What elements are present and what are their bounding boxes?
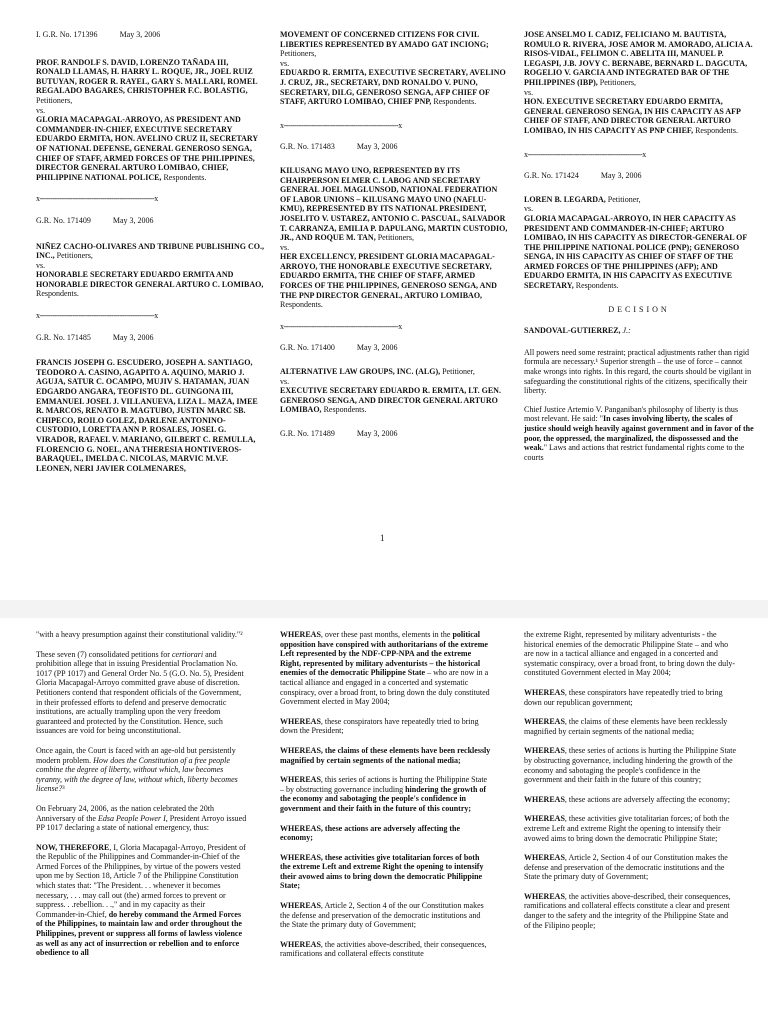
whereas-clause: WHEREAS, these conspirators have repeatedly tried to bring down our republican government; [524,687,723,707]
separator-line: x-----------------------------------------------------x [36,311,158,321]
body-paragraph: Chief Justice Artemio V. Panganiban's philosophy of liberty is thus most relevant. He said: "In cases involving liberty, the scales of justice should weigh heavily against government and in favor of the poor, the oppressed, the marginalized, the dispossessed and the weak." Laws and actions that restrict fundamental rights come to the courts [524,404,754,462]
petitioners-names: LOREN B. LEGARDA, Petitioner, [524,194,641,204]
respondents-names: EXECUTIVE SECRETARY EDUARDO R. ERMITA, LT. GEN. GENEROSO SENGA, AND DIRECTOR GENERAL ARTURO LOMIBAO, Respondents. [280,386,501,415]
versus-label: vs. [524,87,534,97]
body-paragraph: Once again, the Court is faced with an age-old but persistently modern problem. How does the Constitution of a free people combine the degree of liberty, without which, law becomes tyranny, with the degree of law, without which, liberty becomes license?³ [36,745,238,794]
body-paragraph: These seven (7) consolidated petitions for certiorari and prohibition allege that in issuing Presidential Proclamation No. 1017 (PP 1017) and General Order No. 5 (G.O. No. 5), President Gloria Macapagal-Arroyo committed grave abuse of discretion. Petitioners contend that respondent officials of the Government, in their professed efforts to defend and preserve democratic institutions, are actually trampling upon the very freedom guaranteed and protected by the Constitution. Hence, such issuances are void for being unconstitutional. [36,649,244,736]
respondents-names: GLORIA MACAPAGAL-ARROYO, AS PRESIDENT AND COMMANDER-IN-CHIEF, EXECUTIVE SECRETARY EDUARDO ERMITA, HON. AVELINO CRUZ II, SECRETARY OF NATIONAL DEFENSE, GENERAL GENEROSO SENGA, CHIEF OF STAFF, ARMED FORCES OF THE PHILIPPINES, DIRECTOR GENERAL ARTURO LOMIBAO, CHIEF, PHILIPPINE NATIONAL POLICE, Respondents. [36,115,258,182]
page2-column-3 [524,630,736,940]
versus-label: vs. [280,242,290,252]
page-number: 1 [380,533,385,543]
case-heading [280,429,508,439]
whereas-clause: WHEREAS, these series of actions is hurting the Philippine State by obstructing governance, including hindering the growth of the economy and sabotaging the people's confidence in the government and their faith in the future of this country; [524,746,736,785]
document-page-2 [0,618,768,1024]
case-date: May 3, 2006 [600,171,642,181]
page1-column-1 [36,30,264,473]
gr-number: G.R. No. 171489 [280,429,335,438]
petitioners-names: ALTERNATIVE LAW GROUPS, INC. (ALG), Petitioner, [280,367,475,377]
whereas-clause: WHEREAS, the activities above-described, their consequences, ramifications and collateral effects constitute [280,939,487,959]
separator-line: x-----------------------------------------------------x [280,120,402,130]
whereas-clause: WHEREAS, these actions are adversely affecting the economy; [524,794,731,804]
page1-column-3 [524,30,754,471]
case-date: May 3, 2006 [112,332,154,342]
gr-number: G.R. No. 171400 [280,343,335,353]
page2-column-1 [36,630,248,968]
petitioners-names: KILUSANG MAYO UNO, REPRESENTED BY ITS CHAIRPERSON ELMER C. LABOG AND SECRETARY GENERAL JOEL MAGLUNSOD, NATIONAL FEDERATION OF LABOR UNIONS – KILUSANG MAYO UNO (NAFLU-KMU), REPRESENTED BY ITS NATIONAL PRESIDENT, JOSELITO V. USTAREZ, ANTONIO C. PASCUAL, SALVADOR T. CARRANZA, EMILIA P. DAPULANG, MARTIN CUSTODIO, JR., AND ROQUE M. TAN, Petitioners, [280,165,508,243]
gr-number: G.R. No. 171424 [524,171,579,181]
decision-heading: DECISION [608,304,670,314]
case-date: May 3, 2006 [356,429,398,438]
whereas-clause: WHEREAS, these activities give totalitarian forces of both the extreme Left and extreme Right the opening to intensify their avowed aims to bring down the democratic Philippine State; [280,852,484,891]
body-paragraph: "with a heavy presumption against their constitutional validity."² [36,630,243,639]
whereas-clause: WHEREAS, these actions are adversely affecting the economy; [280,823,461,843]
petitioners-names: PROF. RANDOLF S. DAVID, LORENZO TAÑADA III, RONALD LLAMAS, H. HARRY L. ROQUE, JR., JOEL RUIZ BUTUYAN, ROGER R. RAYEL, GARY S. MALLARI, ROMEL REGALADO BAGARES, CHRISTOPHER F.C. BOLASTIG, Petitioners, [36,57,258,105]
versus-label: vs. [280,58,290,68]
separator-line: x-----------------------------------------------------x [280,321,402,331]
separator-line: x-----------------------------------------------------x [524,149,646,159]
whereas-clause: WHEREAS, these conspirators have repeatedly tried to bring down the President; [280,716,479,736]
whereas-clause: WHEREAS, these activities give totalitarian forces; of both the extreme Left and extreme Right the opening to intensify their avowed aims to bring down the democratic Philippine State; [524,814,730,843]
petitioners-names: NIÑEZ CACHO-OLIVARES AND TRIBUNE PUBLISHING CO., INC., Petitioners, [36,241,264,261]
gr-number: G.R. No. 171483 [280,142,335,152]
case-date: May 3, 2006 [356,343,398,353]
whereas-clause: WHEREAS, the claims of these elements have been recklessly magnified by certain segments of the national media; [280,745,491,765]
gr-number: I. G.R. No. 171396 [36,30,98,39]
body-paragraph: On February 24, 2006, as the nation celebrated the 20th Anniversary of the Edsa People Power I, President Arroyo issued PP 1017 declaring a state of national emergency, thus: [36,803,247,833]
case-date: May 3, 2006 [112,215,154,225]
case-heading [36,333,264,343]
case-heading [280,142,508,152]
proclamation-text: NOW, THEREFORE, I, Gloria Macapagal-Arroyo, President of the Republic of the Philippines and Commander-in-Chief of the Armed Forces of the Philippines, by virtue of the powers vested upon me by Section 18, Article 7 of the Philippine Constitution which states that: "The President. . . whenever it becomes necessary, . . . may call out (the) armed forces to prevent or suppress. . .rebellion. . .," and in my capacity as their Commander-in-Chief, do hereby command the Armed Forces of the Philippines, to maintain law and order throughout the Philippines, prevent or suppress all forms of lawless violence as well as any act of insurrection or rebellion and to enforce obedience to all [36,842,246,958]
gr-number: G.R. No. 171485 [36,332,91,342]
page1-column-2 [280,30,508,439]
respondents-names: GLORIA MACAPAGAL-ARROYO, IN HER CAPACITY AS PRESIDENT AND COMMANDER-IN-CHIEF; ARTURO LOMIBAO, IN HIS CAPACITY AS DIRECTOR-GENERAL OF THE PHILIPPINE NATIONAL POLICE (PNP); GENEROSO SENGA, IN HIS CAPACITY AS CHIEF OF STAFF OF THE ARMED FORCES OF THE PHILIPPINES (AFP); AND EDUARDO ERMITA, IN HIS CAPACITY AS EXECUTIVE SECRETARY, Respondents. [524,213,747,291]
whereas-clause: WHEREAS, Article 2, Section 4 of our Constitution makes the defense and preservation of the democratic institutions and the State the primary duty of Government; [524,853,728,882]
ponente: SANDOVAL-GUTIERREZ, J.: [524,326,631,336]
versus-label: vs. [524,204,534,214]
case-date: May 3, 2006 [119,30,161,39]
whereas-clause: WHEREAS, over these past months, elements in the political opposition have conspired with authoritarians of the extreme Left represented by the NDF-CPP-NPA and the extreme Right, represented by military adventurists – the historical enemies of the democratic Philippine State – who are now in a tactical alliance and engaged in a concerted and systematic conspiracy, over a broad front, to bring down the duly constituted Government elected in May 2004; [280,630,490,707]
body-paragraph: All powers need some restraint; practical adjustments rather than rigid formula are necessary.¹ Superior strength – the use of force – cannot make wrongs into rights. In this regard, the courts should be vigilant in safeguarding the constitutional rights of the citizens, specifically their liberty. [524,347,752,396]
whereas-clause: WHEREAS, the claims of these elements have been recklessly magnified by certain segments of the national media; [524,717,728,736]
case-heading [36,216,264,226]
whereas-clause: the extreme Right, represented by military adventurists - the historical enemies of the democratic Philippine State – and who are now in a tactical alliance and engaged in a concerted and systematic conspiracy, over a broad front, to bring down the duly-constituted Government elected in May 2004; [524,630,735,678]
case-heading [524,171,754,181]
versus-label: vs. [36,260,46,270]
versus-label: vs. [36,105,46,115]
gr-number: G.R. No. 171409 [36,215,91,225]
petitioners-names: JOSE ANSELMO I. CADIZ, FELICIANO M. BAUTISTA, ROMULO R. RIVERA, JOSE AMOR M. AMORADO, ALICIA A. RISOS-VIDAL, FELIMON C. ABELITA III, MANUEL P. LEGASPI, J.B. JOVY C. BERNABE, BERNARD L. DAGCUTA, ROGELIO V. GARCIA AND INTEGRATED BAR OF THE PHILIPPINES (IBP), Petitioners, [524,30,753,87]
versus-label: vs. [280,376,290,386]
whereas-clause: WHEREAS, Article 2, Section 4 of the our Constitution makes the defense and preservation of the democratic institutions and the State the primary duty of Government; [280,901,484,930]
case-heading [36,30,264,40]
petitioners-names: MOVEMENT OF CONCERNED CITIZENS FOR CIVIL LIBERTIES REPRESENTED BY AMADO GAT INCIONG; Petitioners, [280,30,489,59]
respondents-names: HON. EXECUTIVE SECRETARY EDUARDO ERMITA, GENERAL GENEROSO SENGA, IN HIS CAPACITY AS AFP CHIEF OF STAFF, AND DIRECTOR GENERAL ARTURO LOMIBAO, IN HIS CAPACITY AS PNP CHIEF, Respondents. [524,97,741,135]
page-gap [0,600,768,618]
respondents-names: EDUARDO R. ERMITA, EXECUTIVE SECRETARY, AVELINO J. CRUZ, JR., SECRETARY, DND RONALDO V. PUNO, SECRETARY, DILG, GENEROSO SENGA, AFP CHIEF OF STAFF, ARTURO LOMIBAO, CHIEF PNP, Respondents. [280,68,506,107]
separator-line: x-----------------------------------------------------x [36,194,158,204]
whereas-clause: WHEREAS, this series of actions is hurting the Philippine State – by obstructing governance including hindering the growth of the economy and sabotaging the people's confidence in government and their faith in the future of this country; [280,775,488,813]
respondents-names: HER EXCELLENCY, PRESIDENT GLORIA MACAPAGAL-ARROYO, THE HONORABLE EXECUTIVE SECRETARY, EDUARDO ERMITA, THE CHIEF OF STAFF, ARMED FORCES OF THE PHILIPPINES, GENEROSO SENGA, AND THE PNP DIRECTOR GENERAL, ARTURO LOMIBAO, Respondents. [280,252,497,310]
respondents-names: HONORABLE SECRETARY EDUARDO ERMITA AND HONORABLE DIRECTOR GENERAL ARTURO C. LOMIBAO, Respondents. [36,270,264,299]
page2-column-2 [280,630,492,969]
case-heading [280,343,508,353]
whereas-clause: WHEREAS, the activities above-described, their consequences, ramifications and collateral effects constitute a clear and present danger to the safety and the integrity of the Philippine State and of the Filipino people; [524,891,731,930]
case-date: May 3, 2006 [356,142,398,152]
petitioners-names: FRANCIS JOSEPH G. ESCUDERO, JOSEPH A. SANTIAGO, TEODORO A. CASINO, AGAPITO A. AQUINO, MARIO J. AGUJA, SATUR C. OCAMPO, MUJIV S. HATAMAN, JUAN EDGARDO ANGARA, TEOFISTO DL. GUINGONA III, EMMANUEL JOSEL J. VILLANUEVA, LIZA L. MAZA, IMEE R. MARCOS, RENATO B. MAGTUBO, JUSTIN MARC SB. CHIPECO, ROILO GOLEZ, DARLENE ANTONINO-CUSTODIO, LORETTA ANN P. ROSALES, JOSEL G. VIRADOR, RAFAEL V. MARIANO, GILBERT C. REMULLA, FLORENCIO G. NOEL, ANA THERESIA HONTIVEROS-BARAQUEL, IMELDA C. NICOLAS, MARVIC M.V.F. LEONEN, NERI JAVIER COLMENARES, [36,358,258,473]
